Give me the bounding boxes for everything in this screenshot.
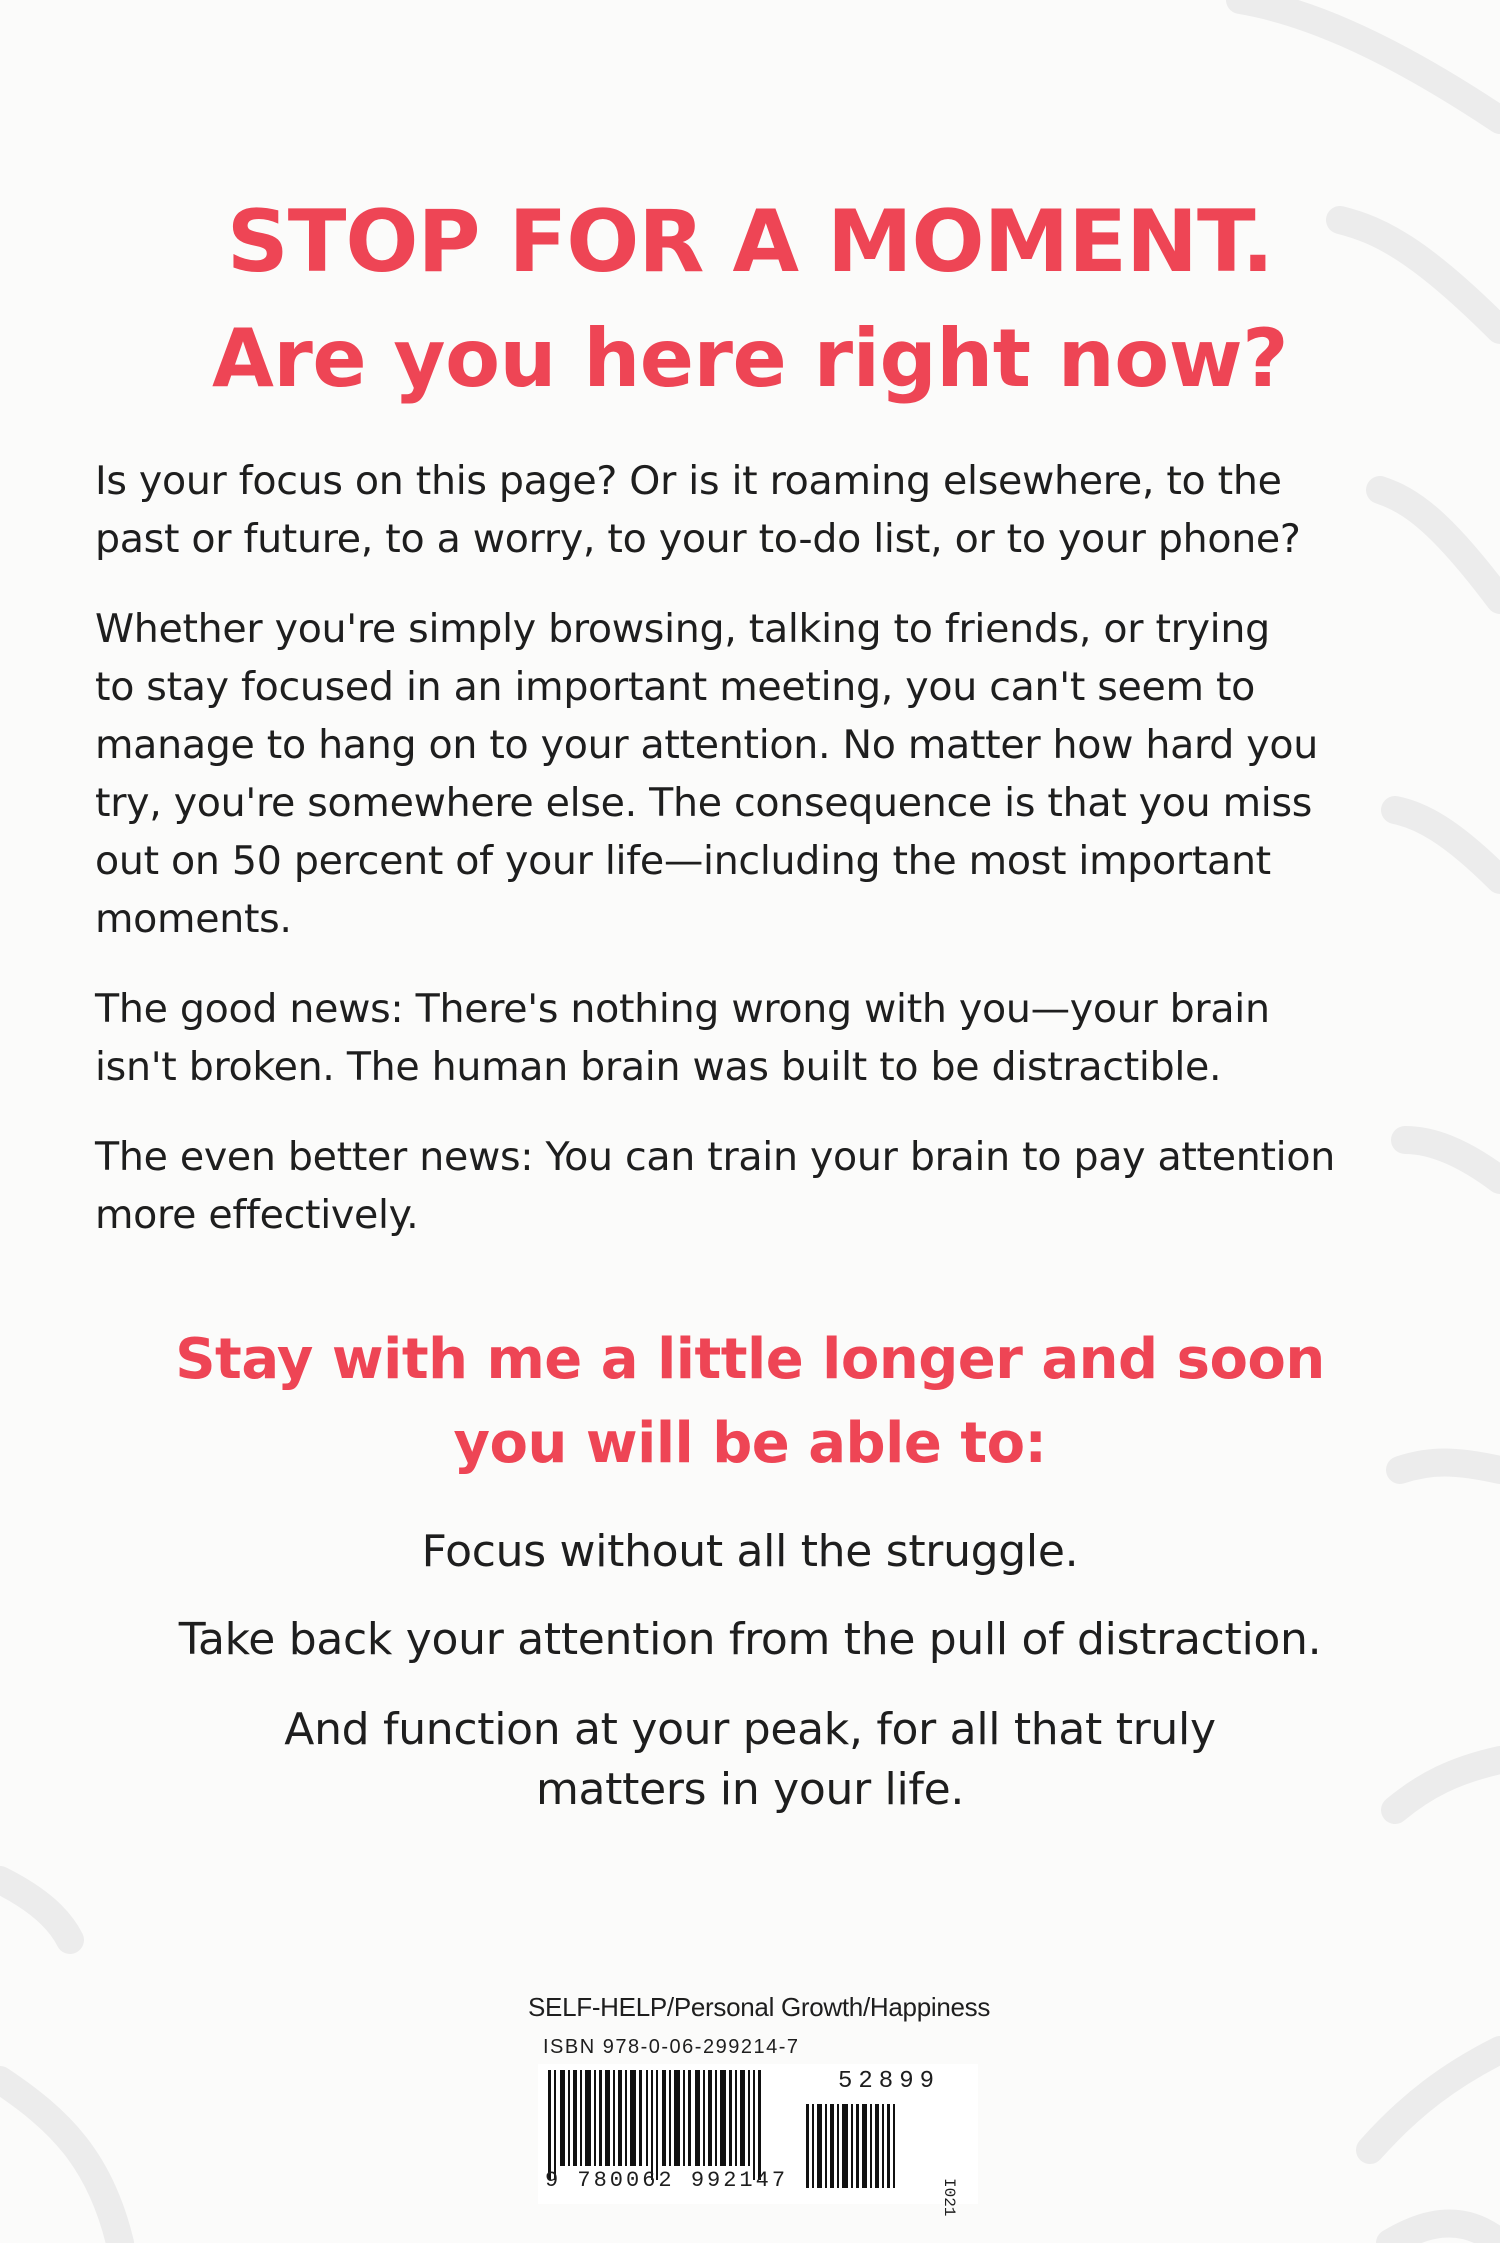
book-category: SELF-HELP/Personal Growth/Happiness	[528, 1992, 991, 2022]
paragraph-line: past or future, to a worry, to your to-do list, or to your phone?	[95, 516, 1301, 562]
paragraph-line: The good news: There's nothing wrong with you—your brain	[95, 986, 1270, 1032]
paragraph-line: isn't broken. The human brain was built to be distractible.	[95, 1044, 1222, 1090]
paragraph-line: moments.	[95, 896, 292, 942]
promise-line: Focus without all the struggle.	[421, 1526, 1079, 1577]
paragraph-line: to stay focused in an important meeting, you can't seem to	[95, 664, 1256, 710]
paragraph-line: out on 50 percent of your life—including the most important	[95, 838, 1271, 884]
paragraph-line: more effectively.	[95, 1192, 419, 1238]
paragraph-better-news	[95, 1128, 1435, 1244]
promise-attention	[0, 1610, 1500, 1670]
side-code: I021	[940, 2178, 958, 2217]
paragraph-line: Is your focus on this page? Or is it roaming elsewhere, to the	[95, 458, 1282, 504]
paragraph-distraction	[95, 600, 1435, 948]
promise-line: And function at your peak, for all that truly	[284, 1704, 1216, 1755]
paragraph-line: manage to hang on to your attention. No matter how hard you	[95, 722, 1318, 768]
paragraph-good-news	[95, 980, 1435, 1096]
promise-line: matters in your life.	[535, 1764, 965, 1815]
barcode-number: 9 780062 992147	[545, 2168, 789, 2193]
headline-line-1: STOP FOR A MOMENT.	[226, 192, 1274, 292]
paragraph-line: try, you're somewhere else. The consequence is that you miss	[95, 780, 1313, 826]
promise-focus	[0, 1522, 1500, 1582]
promise-line: Take back your attention from the pull of distraction.	[178, 1614, 1322, 1665]
subheading-line-2: you will be able to:	[453, 1411, 1047, 1476]
subheading	[0, 1318, 1500, 1486]
paragraph-line: Whether you're simply browsing, talking to friends, or trying	[95, 606, 1270, 652]
isbn-label: ISBN 978-0-06-299214-7	[543, 2036, 800, 2058]
promise-peak	[0, 1700, 1500, 1820]
paragraph-line: The even better news: You can train your brain to pay attention	[95, 1134, 1335, 1180]
subheading-line-1: Stay with me a little longer and soon	[175, 1327, 1325, 1392]
paragraph-focus-question	[95, 452, 1435, 568]
price-code: 52899	[838, 2068, 941, 2095]
headline-line-2: Are you here right now?	[211, 312, 1289, 405]
